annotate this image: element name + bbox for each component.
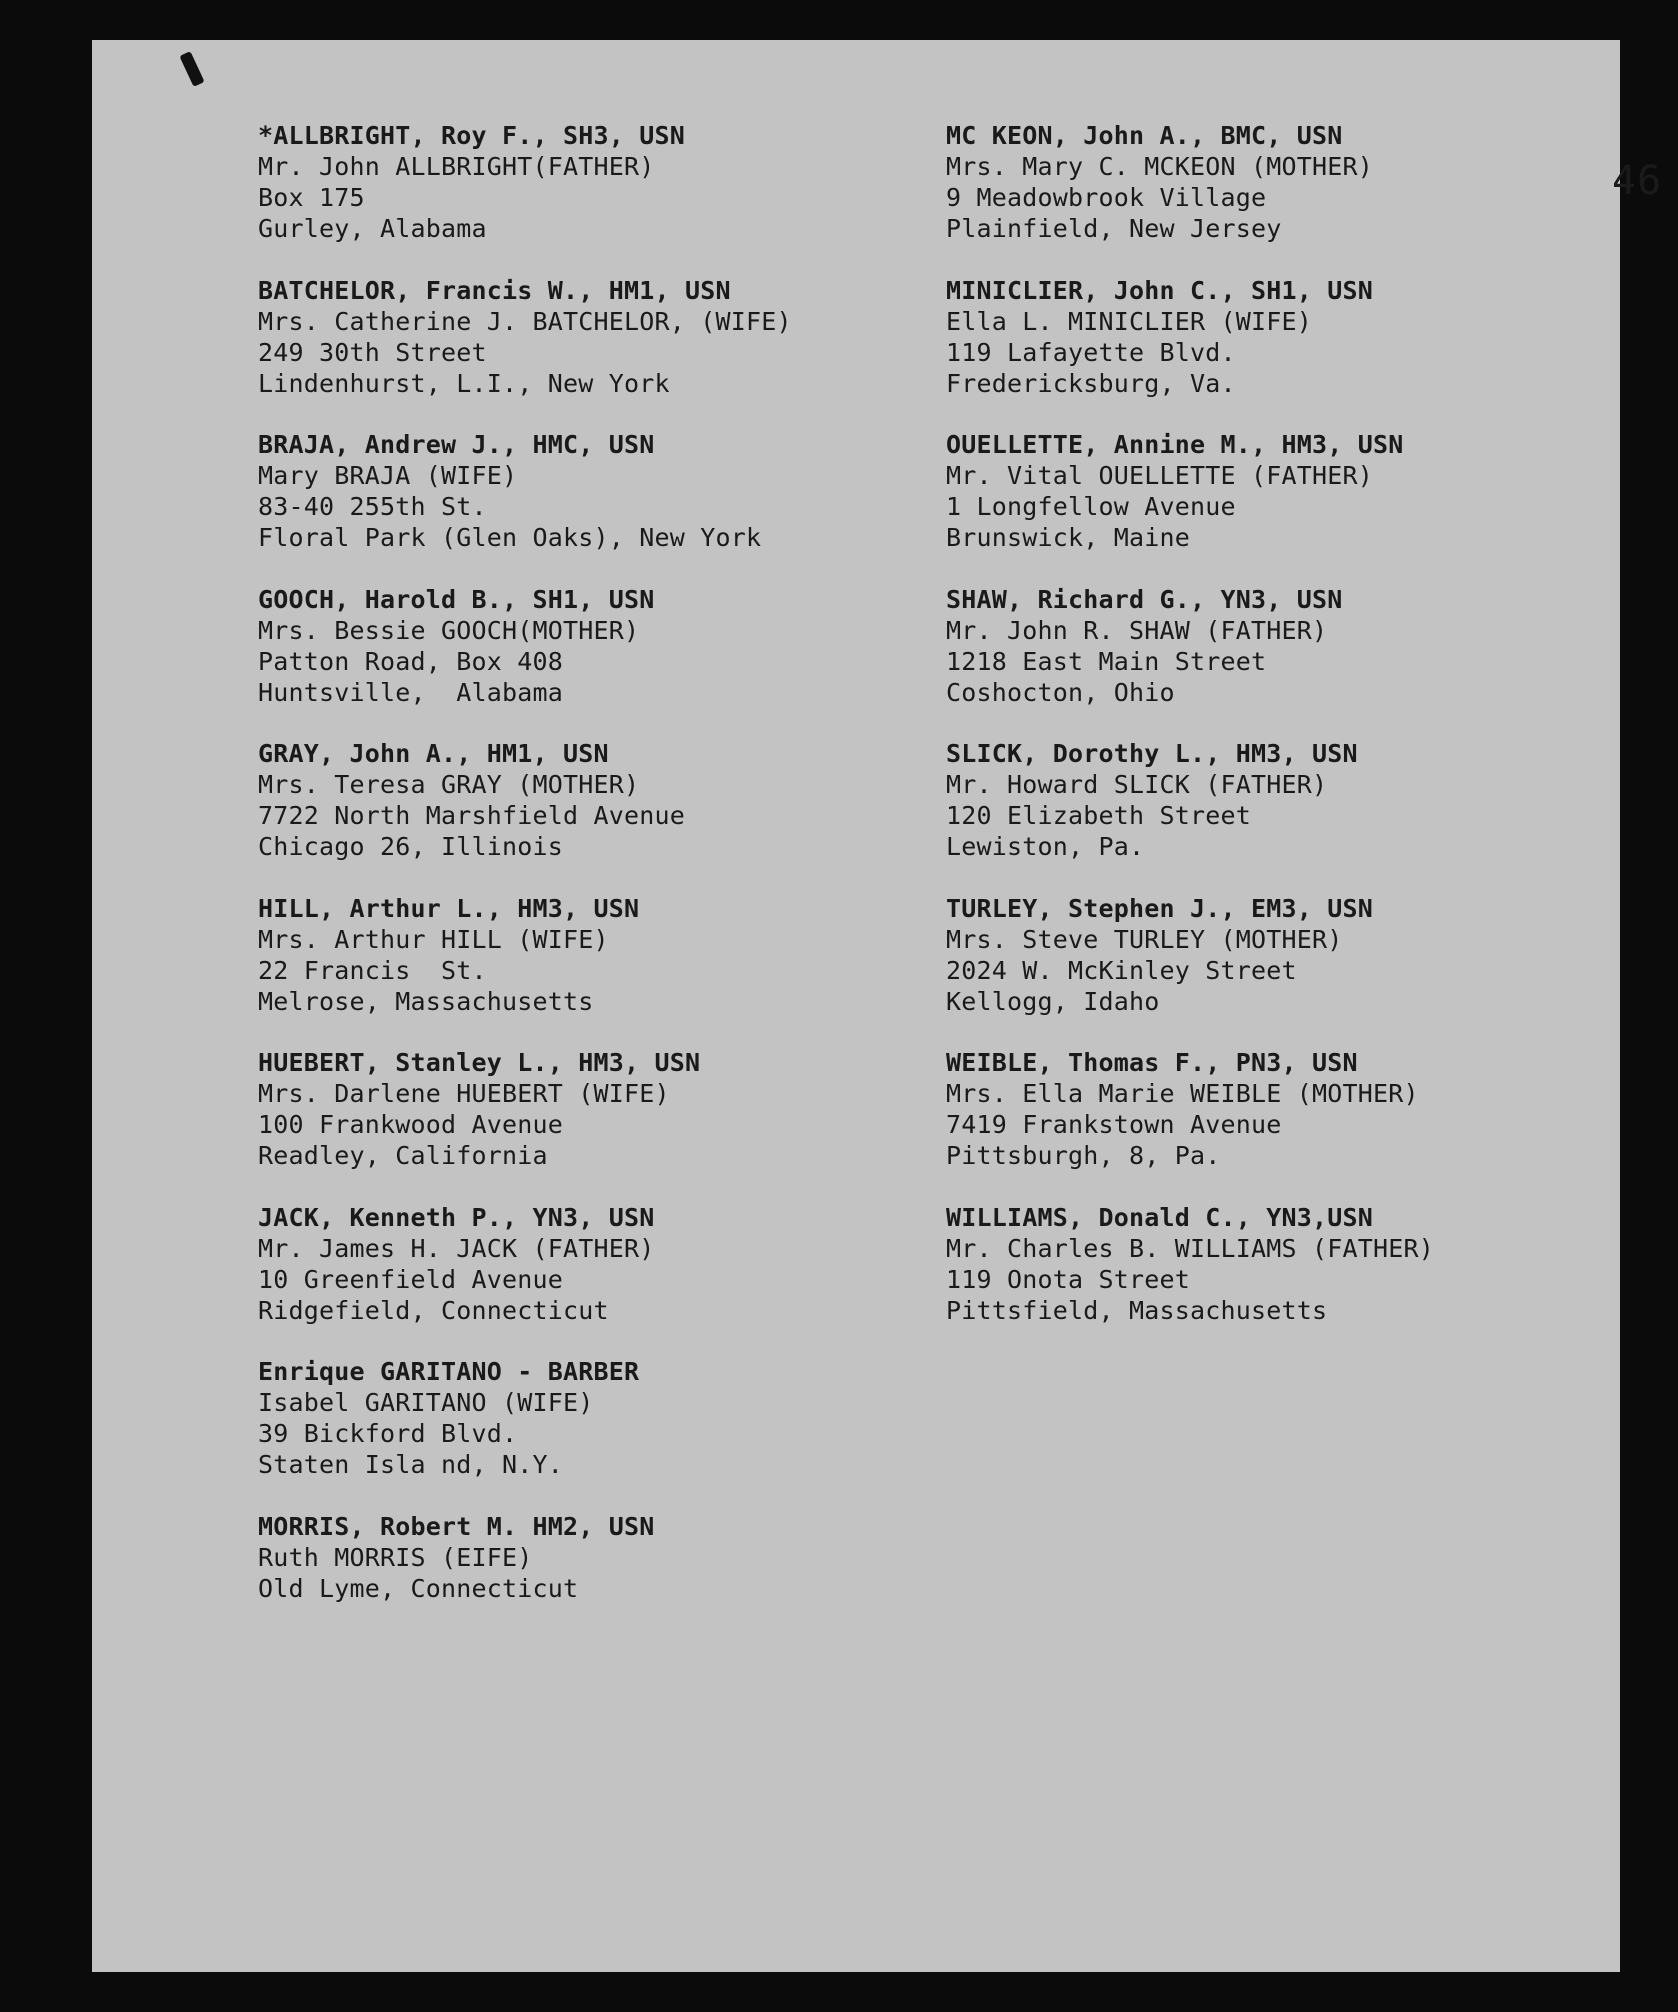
entry-address-line: Mary BRAJA (WIFE) — [258, 461, 518, 490]
address-entry — [946, 120, 1566, 275]
entry-name-line: BRAJA, Andrew J., HMC, USN — [258, 430, 655, 459]
entry-name-line: WILLIAMS, Donald C., YN3,USN — [946, 1202, 1374, 1232]
entry-address-line: 7722 North Marshfield Avenue — [258, 801, 686, 830]
address-entry — [258, 1511, 878, 1666]
entry-address-line: Mr. Howard SLICK (FATHER) — [946, 770, 1328, 799]
entry-address-line: Readley, California — [258, 1141, 548, 1170]
entry-name-line: SHAW, Richard G., YN3, USN — [946, 584, 1343, 614]
entry-address-line: Ruth MORRIS (EIFE) — [258, 1542, 533, 1572]
entry-address-line: Isabel GARITANO (WIFE) — [258, 1388, 594, 1417]
entry-address-line: Mrs. Catherine J. BATCHELOR, (WIFE) — [258, 306, 792, 336]
address-entry — [946, 1047, 1566, 1202]
entry-name-line: OUELLETTE, Annine M., HM3, USN — [946, 430, 1404, 459]
entry-address-line: Lewiston, Pa. — [946, 832, 1145, 861]
entry-name-line: *ALLBRIGHT, Roy F., SH3, USN — [258, 121, 686, 150]
page-number: 46 — [1612, 158, 1663, 204]
entry-address-line: Mr. James H. JACK (FATHER) — [258, 1233, 655, 1263]
entry-address-line: 1218 East Main Street — [946, 646, 1267, 676]
entry-address-line: 120 Elizabeth Street — [946, 801, 1252, 830]
entry-address-line: 10 Greenfield Avenue — [258, 1264, 564, 1294]
address-entry — [946, 1202, 1566, 1357]
entry-address-line: Gurley, Alabama — [258, 214, 487, 243]
entry-address-line: Mrs. Darlene HUEBERT (WIFE) — [258, 1079, 670, 1108]
entry-address-line: Fredericksburg, Va. — [946, 368, 1236, 398]
entry-address-line: Melrose, Massachusetts — [258, 986, 594, 1016]
address-entry — [258, 1202, 878, 1357]
entry-name-line: TURLEY, Stephen J., EM3, USN — [946, 893, 1374, 923]
entry-address-line: Mrs. Ella Marie WEIBLE (MOTHER) — [946, 1079, 1419, 1108]
entry-address-line: Mrs. Mary C. MCKEON (MOTHER) — [946, 152, 1374, 181]
right-column — [946, 120, 1566, 1356]
entry-address-line: Ella L. MINICLIER (WIFE) — [946, 306, 1313, 336]
entry-name-line: BATCHELOR, Francis W., HM1, USN — [258, 275, 731, 305]
entry-name-line: SLICK, Dorothy L., HM3, USN — [946, 739, 1358, 768]
address-entry — [946, 429, 1566, 584]
entry-address-line: Mrs. Teresa GRAY (MOTHER) — [258, 770, 640, 799]
entry-address-line: 83-40 255th St. — [258, 492, 487, 521]
entry-address-line: Pittsfield, Massachusetts — [946, 1295, 1328, 1325]
address-entry — [946, 275, 1566, 430]
entry-address-line: Mr. John R. SHAW (FATHER) — [946, 615, 1328, 645]
address-entry — [258, 1356, 878, 1511]
entry-address-line: Ridgefield, Connecticut — [258, 1295, 609, 1325]
entry-name-line: HUEBERT, Stanley L., HM3, USN — [258, 1048, 701, 1077]
entry-address-line: Plainfield, New Jersey — [946, 214, 1282, 243]
entry-address-line: Mr. Charles B. WILLIAMS (FATHER) — [946, 1233, 1435, 1263]
entry-address-line: Brunswick, Maine — [946, 523, 1191, 552]
entry-address-line: 9 Meadowbrook Village — [946, 183, 1267, 212]
entry-address-line: Huntsville, Alabama — [258, 677, 564, 707]
entry-address-line: 1 Longfellow Avenue — [946, 492, 1236, 521]
entry-name-line: MINICLIER, John C., SH1, USN — [946, 275, 1374, 305]
entry-name-line: GOOCH, Harold B., SH1, USN — [258, 584, 655, 614]
entry-address-line: 22 Francis St. — [258, 955, 487, 985]
entry-name-line: JACK, Kenneth P., YN3, USN — [258, 1202, 655, 1232]
entry-name-line: Enrique GARITANO - BARBER — [258, 1357, 640, 1386]
address-entry — [946, 893, 1566, 1048]
address-entry — [258, 584, 878, 739]
address-entry — [258, 738, 878, 893]
entry-address-line: Kellogg, Idaho — [946, 986, 1160, 1016]
entry-name-line: MORRIS, Robert M. HM2, USN — [258, 1511, 655, 1541]
entry-address-line: Mr. Vital OUELLETTE (FATHER) — [946, 461, 1374, 490]
entry-address-line: Lindenhurst, L.I., New York — [258, 368, 670, 398]
entry-address-line: Mrs. Arthur HILL (WIFE) — [258, 924, 609, 954]
entry-address-line: Patton Road, Box 408 — [258, 646, 564, 676]
entry-address-line: Chicago 26, Illinois — [258, 832, 564, 861]
entry-name-line: WEIBLE, Thomas F., PN3, USN — [946, 1048, 1358, 1077]
address-entry — [258, 429, 878, 584]
entry-address-line: Mrs. Bessie GOOCH(MOTHER) — [258, 615, 640, 645]
entry-address-line: 249 30th Street — [258, 337, 487, 367]
entry-address-line: 119 Onota Street — [946, 1264, 1191, 1294]
entry-name-line: HILL, Arthur L., HM3, USN — [258, 893, 640, 923]
entry-address-line: Floral Park (Glen Oaks), New York — [258, 523, 762, 552]
left-column — [258, 120, 878, 1665]
entry-name-line: MC KEON, John A., BMC, USN — [946, 121, 1343, 150]
entry-address-line: 2024 W. McKinley Street — [946, 955, 1297, 985]
entry-address-line: Old Lyme, Connecticut — [258, 1573, 579, 1603]
entry-address-line: Mr. John ALLBRIGHT(FATHER) — [258, 152, 655, 181]
entry-name-line: GRAY, John A., HM1, USN — [258, 739, 609, 768]
entry-address-line: Staten Isla nd, N.Y. — [258, 1450, 564, 1479]
address-entry — [258, 275, 878, 430]
entry-address-line: 100 Frankwood Avenue — [258, 1110, 564, 1139]
address-entry — [946, 584, 1566, 739]
address-entry — [258, 120, 878, 275]
address-entry — [258, 893, 878, 1048]
entry-address-line: Box 175 — [258, 183, 365, 212]
entry-address-line: Coshocton, Ohio — [946, 677, 1175, 707]
address-entry — [946, 738, 1566, 893]
entry-address-line: Pittsburgh, 8, Pa. — [946, 1141, 1221, 1170]
address-entry — [258, 1047, 878, 1202]
entry-address-line: 39 Bickford Blvd. — [258, 1419, 518, 1448]
entry-address-line: 7419 Frankstown Avenue — [946, 1110, 1282, 1139]
entry-address-line: 119 Lafayette Blvd. — [946, 337, 1236, 367]
entry-address-line: Mrs. Steve TURLEY (MOTHER) — [946, 924, 1343, 954]
